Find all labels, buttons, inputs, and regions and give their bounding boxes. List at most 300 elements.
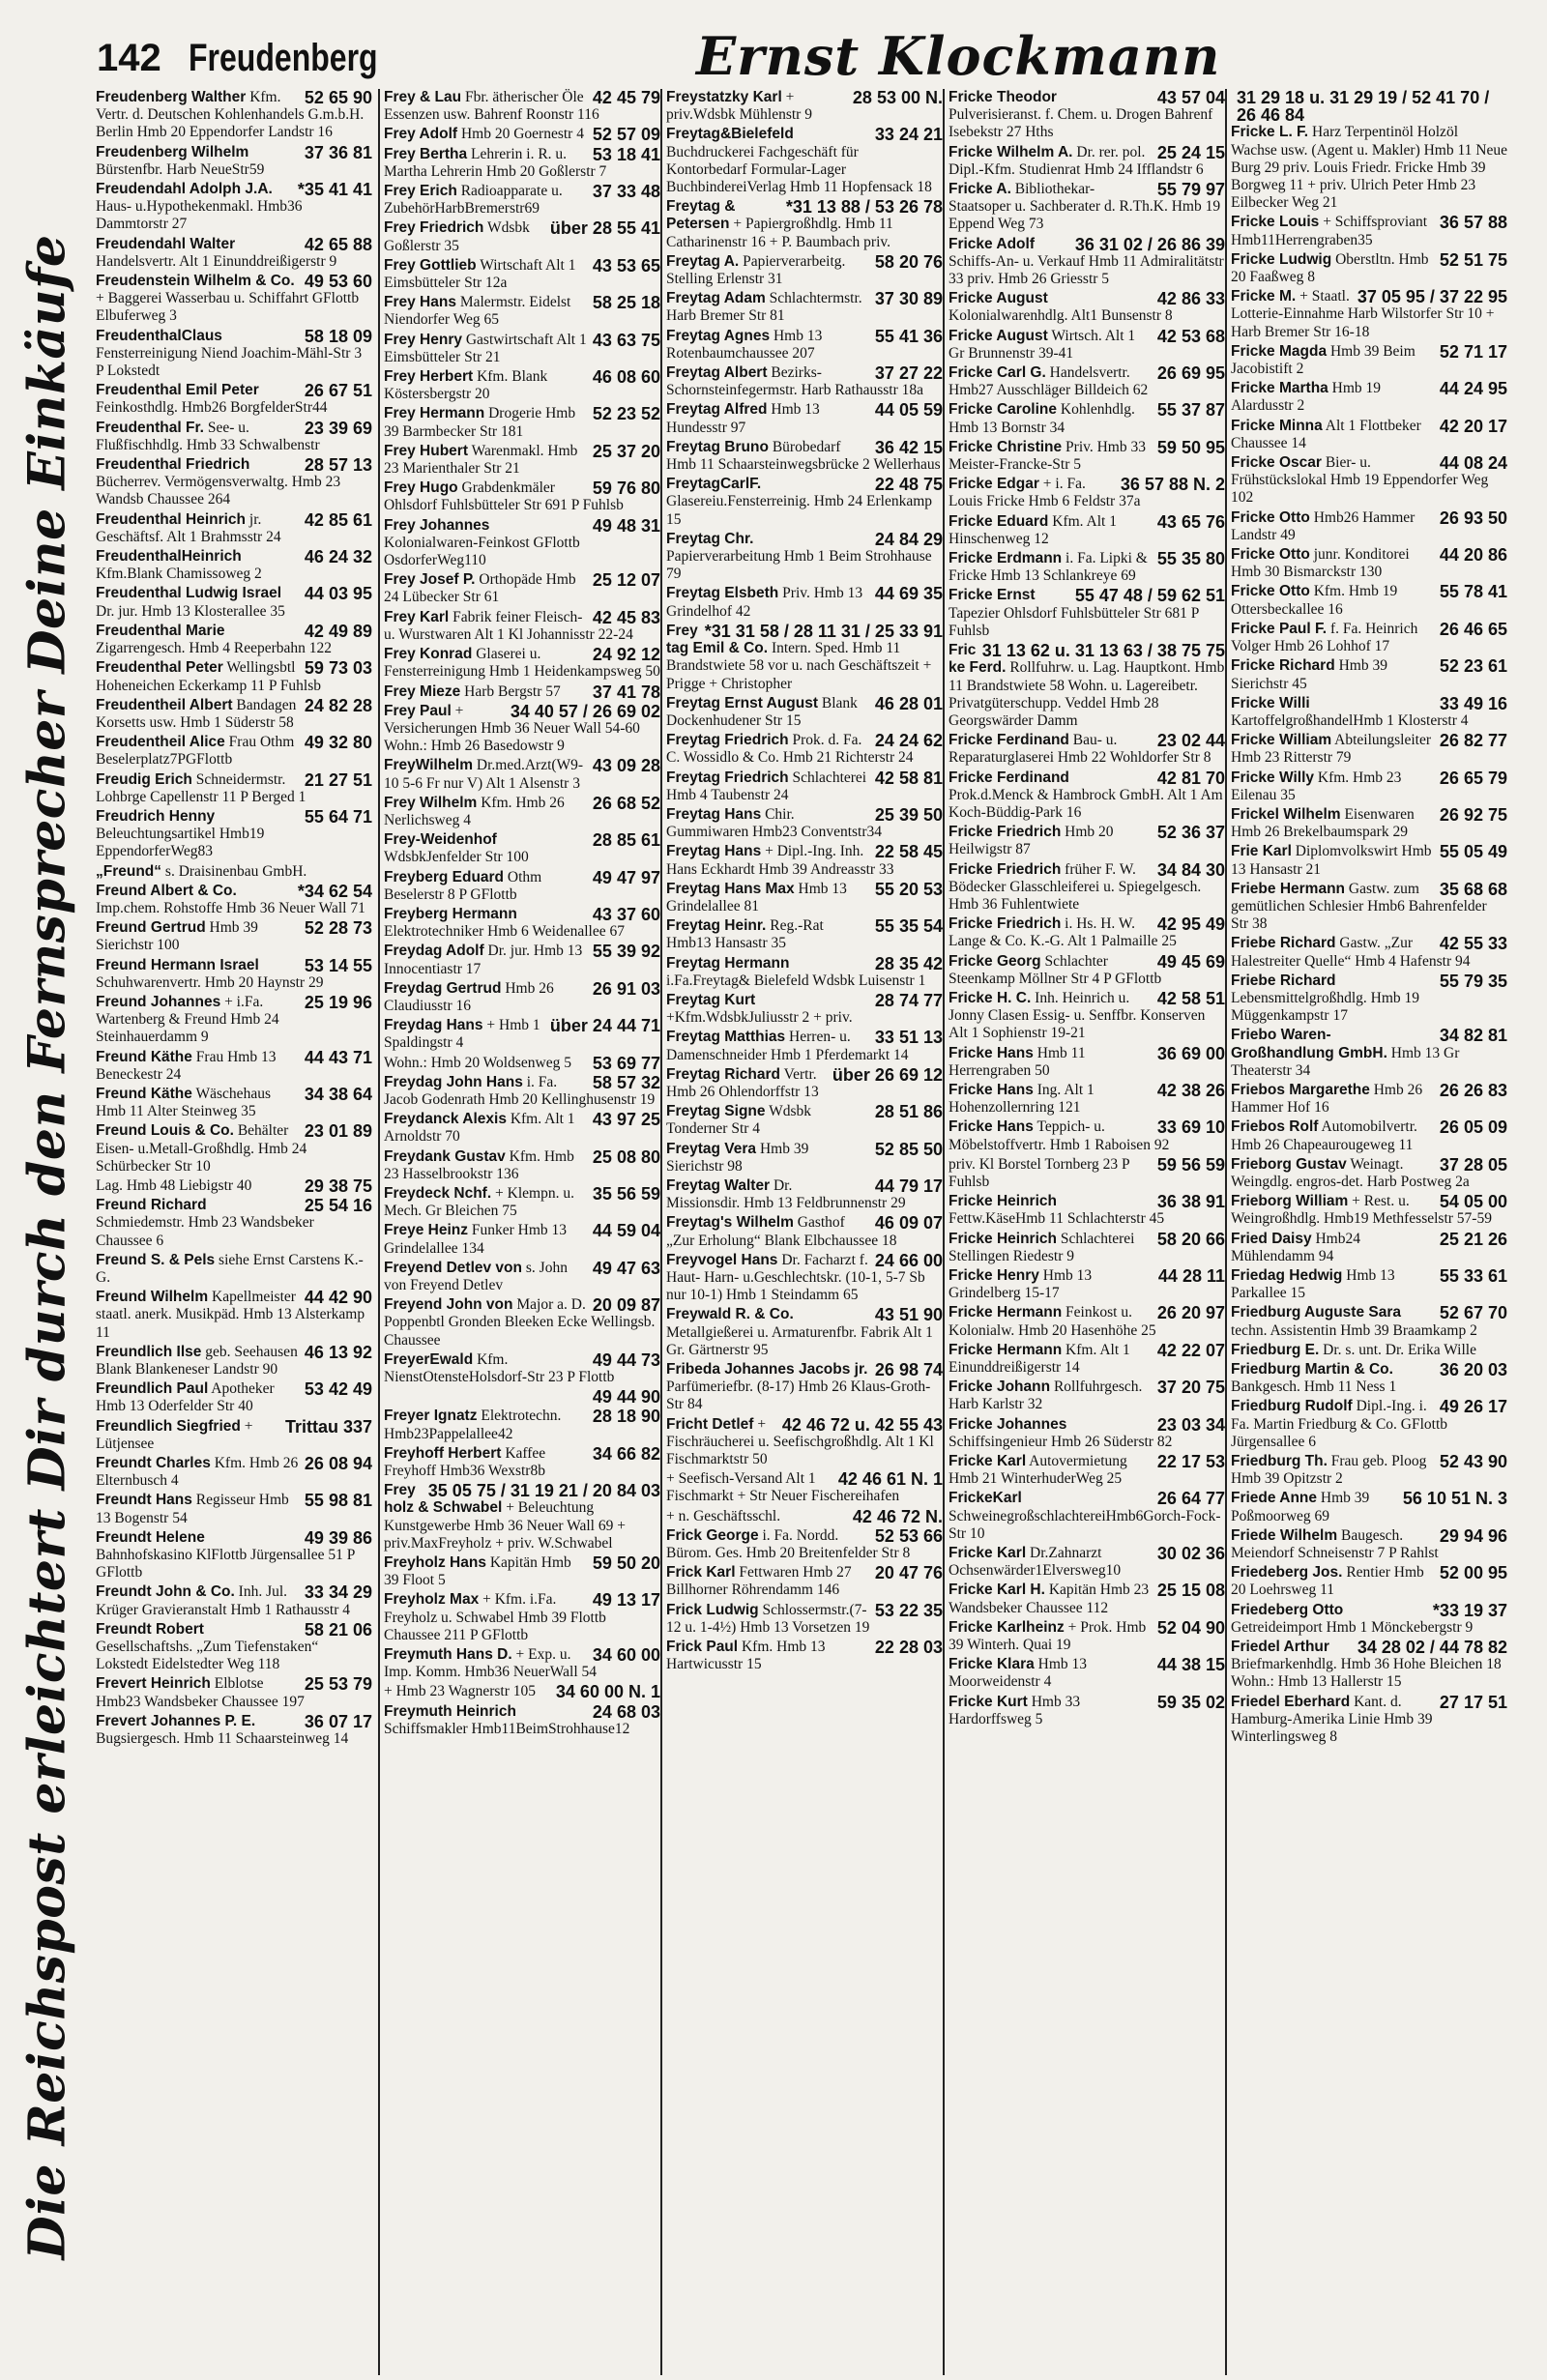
entry-details: + Versicherungen Hmb 36 Neuer Wall 54-60 Wohn.: Hmb 26 Basedowstr 9 <box>384 702 640 755</box>
directory-entry <box>949 1582 1225 1616</box>
entry-phone: 26 67 51 <box>304 381 372 401</box>
directory-entry <box>384 1296 660 1350</box>
directory-entry <box>666 1470 943 1505</box>
entry-name: Fricke Friedrich <box>949 915 1062 933</box>
entry-details: Kapitän Hmb 23 Wandsbeker Chaussee 112 <box>949 1582 1150 1616</box>
entry-phone: 42 20 17 <box>1439 416 1507 436</box>
entry-details: + Prok. Hmb 39 Winterh. Quai 19 <box>949 1618 1147 1654</box>
entry-phone: 49 48 31 <box>592 515 660 536</box>
entry-details: Gesellschaftshs. „Zum Tiefenstaken“ Lokstedt Eidelstedter Weg 118 <box>96 1639 319 1673</box>
directory-entry <box>949 1082 1225 1117</box>
entry-phone: 37 30 89 <box>874 289 943 309</box>
directory-entry <box>96 1418 372 1453</box>
entry-details: Hmb 19 Alardusstr 2 <box>1231 380 1382 415</box>
directory-entry <box>666 328 943 363</box>
entry-name: Frie Karl <box>1231 843 1292 860</box>
entry-details: Wirtsch. Alt 1 Gr Brunnenstr 39-41 <box>949 327 1136 362</box>
entry-name: Fricke A. <box>949 181 1011 198</box>
entry-phone: 34 38 64 <box>304 1084 372 1104</box>
entry-name: Frey Hugo <box>384 479 458 497</box>
entry-name: Fricke August <box>949 290 1048 307</box>
entry-name: Fricke Ferd. <box>949 642 1007 677</box>
entry-phone: 36 20 03 <box>1439 1360 1507 1380</box>
entry-name: Freydag Hans <box>384 1017 483 1034</box>
directory-entry <box>949 732 1225 767</box>
entry-name: Frey Adolf <box>384 126 458 143</box>
entry-details: Radioapparate u. ZubehörHarbBremerstr69 <box>384 183 563 218</box>
entry-phone: 55 79 35 <box>1439 971 1507 991</box>
entry-phone: 35 56 59 <box>592 1183 660 1204</box>
directory-entry <box>96 863 372 881</box>
directory-entry <box>666 585 943 620</box>
entry-name: Friede Anne <box>1231 1490 1317 1507</box>
entry-phone: über 26 69 12 <box>832 1064 943 1085</box>
directory-entry <box>949 1656 1225 1691</box>
directory-entry <box>96 623 372 657</box>
entry-details: + Seefisch-Versand Alt 1 Fischmarkt + Str Neuer Fischereihafen <box>666 1470 900 1505</box>
directory-entry <box>666 843 943 878</box>
directory-entry <box>384 1111 660 1146</box>
entry-details: Papierverarbeitg. Stelling Erlenstr 31 <box>666 252 846 288</box>
entry-name: Frey Hermann <box>384 405 485 422</box>
directory-entry <box>666 695 943 730</box>
entry-details: Hmb 13 Hundesstr 97 <box>666 401 820 436</box>
directory-entry <box>384 1388 660 1406</box>
entry-name: Friebe Richard <box>1231 972 1336 989</box>
entry-phone: 23 01 89 <box>304 1121 372 1142</box>
entry-name: Frick George <box>666 1526 759 1544</box>
entry-phone: 33 51 13 <box>874 1028 943 1048</box>
entry-details: Glasereiu.Fensterreinig. Hmb 24 Erlenkamp 15 <box>666 493 933 528</box>
directory-entry <box>96 1122 372 1175</box>
entry-phone: 55 78 41 <box>1439 582 1507 602</box>
directory-entry <box>1231 288 1507 341</box>
entry-phone: 36 42 15 <box>874 437 943 457</box>
entry-details: Rentier Hmb 20 Loehrsweg 11 <box>1231 1564 1424 1599</box>
entry-details: Schneidermstr. Lohbrge Capellenstr 11 P Berged 1 <box>96 770 306 805</box>
directory-entry <box>949 1694 1225 1728</box>
entry-details: Hmb 20 Heilwigstr 87 <box>949 824 1114 858</box>
entry-details: Kfm. Hmb 23 Hasselbrookstr 136 <box>384 1147 574 1182</box>
entry-details: Bürobedarf Hmb 11 Schaarsteinwegsbrücke 2 Wellerhaus <box>666 438 941 474</box>
entry-details: Getreideimport Hmb 1 Mönckebergstr 9 <box>1231 1618 1474 1636</box>
directory-entry <box>949 144 1225 179</box>
entry-details: Dr.Zahnarzt Ochsenwärder1Elversweg10 <box>949 1545 1122 1580</box>
entry-name: Fricke Karl <box>949 1453 1027 1470</box>
entry-details: Bandagen Korsetts usw. Hmb 1 Süderstr 58 <box>96 696 297 731</box>
column-divider <box>378 89 380 2375</box>
entry-details: + i.Fa. Wartenberg & Freund Hmb 24 Steinhauerdamm 9 <box>96 993 279 1046</box>
directory-entry <box>1231 769 1507 804</box>
entry-details: Haus- u.Hypothekenmakl. Hmb36 Dammtorstr 27 <box>96 198 303 233</box>
entry-phone: 58 20 66 <box>1156 1229 1225 1249</box>
directory-entry <box>1231 732 1507 767</box>
entry-details: Parfümeriefbr. (8-17) Hmb 26 Klaus-Groth-Str 84 <box>666 1379 931 1413</box>
directory-entry <box>96 89 372 142</box>
entry-phone: 49 32 80 <box>304 733 372 753</box>
entry-name: Friedeberg Otto <box>1231 1601 1344 1618</box>
directory-entry <box>1231 1639 1507 1692</box>
directory-entry <box>384 609 660 644</box>
entry-name: Fricke H. C. <box>949 989 1032 1006</box>
entry-phone: 22 58 45 <box>874 842 943 862</box>
entry-name: Freund Käthe <box>96 1085 192 1102</box>
entry-name: Freytag Matthias <box>666 1029 786 1046</box>
directory-entry <box>949 236 1225 289</box>
entry-details: Kaffee Freyhoff Hmb36 Wexstr8b <box>384 1444 546 1480</box>
entry-name: Fricke Hans <box>949 1081 1034 1098</box>
entry-phone: 33 69 10 <box>1156 1117 1225 1138</box>
entry-name: Freundt Robert <box>96 1620 204 1638</box>
entry-details: Gastwirtschaft Alt 1 Eimsbütteler Str 21 <box>384 331 587 365</box>
entry-phone: 44 79 17 <box>874 1175 943 1196</box>
entry-phone: 33 24 21 <box>874 125 943 145</box>
entry-details: Hmb 11 Herrengraben 50 <box>949 1044 1086 1079</box>
sidebar-slogan-text: Die Reichspost erleichtert Dir durch den Fernsprecher Deine Einkäufe <box>17 234 77 2260</box>
entry-name: Freytag Ernst August <box>666 694 819 711</box>
entry-details: Elektrotechn. Hmb23Pappelallee42 <box>384 1408 562 1442</box>
directory-entry <box>666 1602 943 1637</box>
directory-entry <box>949 181 1225 234</box>
entry-details: + Dipl.-Ing. Inh. Hans Eckhardt Hmb 39 Andreasstr 33 <box>666 843 894 878</box>
directory-entry <box>384 683 660 701</box>
entry-phone: 59 56 59 <box>1156 1154 1225 1175</box>
entry-phone: 22 48 75 <box>874 475 943 495</box>
entry-phone: 25 19 96 <box>304 992 372 1012</box>
entry-name: Frey & Lau <box>384 89 462 105</box>
directory-entry <box>666 1639 943 1673</box>
directory-entry <box>96 181 372 234</box>
entry-phone: 26 46 65 <box>1439 619 1507 639</box>
entry-name: Freundt John & Co. <box>96 1583 235 1601</box>
entry-phone: 52 36 37 <box>1156 823 1225 843</box>
entry-details: Feinkost u. Kolonialw. Hmb 20 Hasenhöhe 25 <box>949 1304 1156 1339</box>
directory-entry <box>384 795 660 829</box>
entry-details: Baugesch. Meiendorf Schneisenstr 7 P Rahlst <box>1231 1526 1439 1562</box>
entry-name: Friedburg Martin & Co. <box>1231 1361 1393 1379</box>
entry-name: Frick Paul <box>666 1639 739 1656</box>
entry-name: Freudenthal Friedrich <box>96 456 250 474</box>
entry-details: Frau geb. Ploog Hmb 39 Opitzstr 2 <box>1231 1453 1427 1488</box>
entry-name: Fricke Otto <box>1231 508 1310 526</box>
entry-phone: 44 59 04 <box>592 1221 660 1241</box>
entry-phone: 43 57 04 <box>1156 89 1225 107</box>
entry-phone: 44 03 95 <box>304 584 372 604</box>
entry-name: Freytag Signe <box>666 1103 766 1120</box>
directory-entry <box>666 364 943 399</box>
entry-phone: 24 84 29 <box>874 529 943 549</box>
entry-phone: 25 08 80 <box>592 1146 660 1167</box>
directory-entry <box>949 328 1225 363</box>
entry-details: Fabrik feiner Fleisch- u. Wurstwaren Alt 1 Kl Johannisstr 22-24 <box>384 608 633 643</box>
directory-entry <box>666 955 943 990</box>
entry-phone: Trittau 337 <box>284 1416 372 1437</box>
directory-entry <box>384 1260 660 1294</box>
entry-details: i. Fa. Lipki & Fricke Hmb 13 Schlankreye 69 <box>949 550 1148 585</box>
directory-entry <box>1231 1564 1507 1599</box>
directory-entry <box>666 253 943 288</box>
entry-details: Kfm. Alt 1 Hinschenweg 12 <box>949 512 1117 547</box>
entry-details: Inh. Jul. Krüger Gravieranstalt Hmb 1 Rathausstr 4 <box>96 1583 351 1618</box>
entry-phone: 52 53 66 <box>874 1525 943 1546</box>
entry-name: Frick Karl <box>666 1564 736 1582</box>
entry-details: Harz Terpentinöl Holzöl Wachse usw. (Agent u. Makler) Hmb 11 Neue Burg 29 priv. Louis Friedr. Fricke Hmb 39 Borgweg 11 + priv. Ulrich Peter Hmb 23 Eilbecker Weg 21 <box>1231 124 1507 212</box>
entry-phone: 44 20 86 <box>1439 545 1507 566</box>
entry-phone: 24 92 12 <box>592 645 660 665</box>
directory-entry <box>1231 1231 1507 1265</box>
entry-name: Freydag Gertrud <box>384 979 502 997</box>
entry-name: Freydag Adolf <box>384 943 484 960</box>
entry-phone: 36 07 17 <box>304 1711 372 1731</box>
entry-details: + Staatl. Lotterie-Einnahme Harb Wilstorfer Str 10 + Harb Bremer Str 16-18 <box>1231 288 1495 340</box>
entry-name: Freye Heinz <box>384 1222 469 1239</box>
entry-phone: 34 28 02 / 44 78 82 <box>1357 1638 1507 1658</box>
entry-phone: 46 13 92 <box>304 1342 372 1362</box>
directory-entry <box>1231 583 1507 618</box>
entry-name: Freytag Agnes <box>666 327 771 344</box>
entry-name: Freyholz & Schwabel <box>384 1482 503 1517</box>
entry-name: Frick Ludwig <box>666 1601 759 1618</box>
entry-phone: 34 60 00 <box>592 1645 660 1666</box>
directory-entry <box>384 146 660 181</box>
directory-entry <box>949 1545 1225 1580</box>
entry-name: Fricke Hans <box>949 1118 1034 1136</box>
directory-entry <box>949 476 1225 510</box>
directory-entry <box>96 1621 372 1674</box>
entry-details: Autovermietung Hmb 21 WinterhuderWeg 25 <box>949 1453 1127 1488</box>
entry-name: Friedburg Auguste Sara <box>1231 1304 1401 1321</box>
entry-phone: 53 69 77 <box>592 1053 660 1073</box>
entry-name: Freund Käthe <box>96 1048 192 1065</box>
entry-name: Freytag's Wilhelm <box>666 1214 794 1232</box>
entry-name: Freund Albert & Co. <box>96 882 237 899</box>
entry-phone: 44 28 11 <box>1157 1266 1225 1286</box>
directory-entry <box>666 881 943 915</box>
entry-details: Harb Bergstr 57 <box>464 682 561 700</box>
entry-details: Automobilvertr. Hmb 26 Chapeaurougeweg 11 <box>1231 1118 1417 1153</box>
entry-details: Imp.chem. Rohstoffe Hmb 36 Neuer Wall 71 <box>96 899 365 916</box>
entry-phone: 46 09 07 <box>874 1213 943 1234</box>
entry-phone: 42 65 88 <box>304 234 372 254</box>
sidebar-slogan <box>4 135 91 2359</box>
entry-name: Freytag & Petersen <box>666 198 736 233</box>
entry-phone: 34 82 81 <box>1439 1026 1507 1046</box>
entry-details: + Hmb 23 Wagnerstr 105 <box>384 1683 537 1700</box>
entry-name: Fricke Caroline <box>949 401 1057 419</box>
directory-entry <box>96 420 372 454</box>
entry-name: Frey Konrad <box>384 646 473 663</box>
entry-details: Schiffsmakler Hmb11BeimStrohhause12 <box>384 1720 630 1737</box>
entry-details: Hmb 39 Poßmoorweg 69 <box>1231 1490 1370 1524</box>
entry-name: Fricke Heinrich <box>949 1230 1057 1247</box>
entry-phone: 24 68 03 <box>592 1701 660 1722</box>
entry-name: Friedeberg Jos. <box>1231 1564 1343 1582</box>
entry-details: Oberstltn. Hmb 20 Faaßweg 8 <box>1231 250 1429 286</box>
entry-details: Handelsvertr. Alt 1 Einunddreißigerstr 9 <box>96 252 337 270</box>
entry-phone: 49 47 63 <box>592 1258 660 1278</box>
entry-details: + Hmb 1 Spaldingstr 4 <box>384 1017 540 1052</box>
entry-phone: 37 36 81 <box>304 142 372 162</box>
entry-name: Fricke Eduard <box>949 512 1049 530</box>
column-divider <box>943 89 945 2375</box>
entry-name: Fricke Richard <box>1231 657 1335 675</box>
entry-name: FreyerEwald <box>384 1350 474 1368</box>
entry-name: Fricke Otto <box>1231 583 1310 600</box>
entry-phone: 28 57 13 <box>304 455 372 476</box>
entry-name: Freytag Walter <box>666 1176 771 1194</box>
entry-phone: 49 53 60 <box>304 272 372 292</box>
entry-phone: 52 67 70 <box>1439 1303 1507 1323</box>
entry-name: Freund Hermann Israel <box>96 956 259 973</box>
entry-details: Dr. jur. Hmb 13 Innocentiastr 17 <box>384 943 583 977</box>
directory-entry <box>384 1408 660 1442</box>
entry-phone: 37 41 78 <box>592 682 660 702</box>
directory-entry <box>384 294 660 329</box>
directory-entry <box>1231 1304 1507 1339</box>
entry-phone: 52 71 17 <box>1439 341 1507 362</box>
column-3 <box>662 89 947 2375</box>
entry-phone: 31 29 18 u. 31 29 19 / 52 41 70 / 26 46 84 <box>1237 89 1490 126</box>
entry-phone: 22 17 53 <box>1156 1452 1225 1472</box>
entry-details: Hmb 39 Beim Jacobistift 2 <box>1231 342 1416 378</box>
entry-details: Dr. jur. Hmb 13 Klosterallee 35 <box>96 602 285 620</box>
directory-entry <box>666 1066 943 1101</box>
entry-details: früher F. W. Bödecker Glasschleiferei u. Spiegelgesch. Hmb 36 Fuhlentwiete <box>949 860 1202 913</box>
entry-name: Frey Hans <box>384 294 456 311</box>
entry-phone: 55 33 61 <box>1439 1266 1507 1286</box>
entry-details: Lag. Hmb 48 Liebigstr 40 <box>96 1176 252 1194</box>
entry-name: Frey Friedrich <box>384 219 484 237</box>
entry-name: Freymuth Heinrich <box>384 1702 516 1720</box>
entry-phone: 37 33 48 <box>592 182 660 202</box>
directory-entry <box>1231 657 1507 692</box>
directory-entry <box>96 144 372 179</box>
entry-details: Hmb 39 Sierichstr 100 <box>96 919 258 954</box>
entry-name: Freyer Ignatz <box>384 1408 478 1425</box>
entry-phone: 49 44 90 <box>592 1387 660 1408</box>
directory-entry <box>384 443 660 478</box>
entry-name: Freyend Detlev von <box>384 1259 522 1276</box>
directory-entry <box>96 1675 372 1710</box>
entry-details: Regisseur Hmb 13 Bogenstr 54 <box>96 1492 289 1526</box>
entry-name: Fricke Erdmann <box>949 550 1063 567</box>
entry-phone: 43 63 75 <box>592 330 660 350</box>
entry-phone: 44 42 90 <box>304 1288 372 1308</box>
entry-details: Feinkosthdlg. Hmb26 BorgfelderStr44 <box>96 399 328 417</box>
entry-details: Bier- u. Frühstückslokal Hmb 19 Eppendorfer Weg 102 <box>1231 454 1489 507</box>
entry-details: Kfm. Alt 1 Arnoldstr 70 <box>384 1111 575 1146</box>
entry-phone: 52 28 73 <box>304 918 372 939</box>
running-head: Freudenberg <box>189 37 378 79</box>
entry-details: Prok.d.Menck & Hambrock GmbH. Alt 1 Am Koch-Büddig-Park 16 <box>949 786 1223 821</box>
entry-phone: 25 54 16 <box>304 1196 372 1216</box>
directory-entry <box>949 89 1225 142</box>
entry-phone: 42 45 79 <box>592 89 660 107</box>
entry-details: Othm Beselerstr 8 P GFlottb <box>384 868 542 903</box>
entry-name: Freudendahl Walter <box>96 235 236 252</box>
directory-entry <box>96 919 372 954</box>
directory-entry <box>384 368 660 403</box>
directory-entry <box>949 861 1225 914</box>
entry-name: Frey Paul <box>384 702 452 719</box>
entry-details: Papierverarbeitung Hmb 1 Beim Strohhause 79 <box>666 548 932 583</box>
entry-name: Freytag&Bielefeld <box>666 126 794 143</box>
directory-entry <box>384 1554 660 1589</box>
entry-details: Bibliothekar-Staatsoper u. Sachberater d. R.Th.K. Hmb 19 Eppend Weg 73 <box>949 181 1221 233</box>
directory-entry <box>96 273 372 326</box>
entry-name: Fricke Magda <box>1231 342 1328 360</box>
entry-details: Teppich- u. Möbelstoffvertr. Hmb 1 Raboisen 92 <box>949 1118 1170 1153</box>
entry-phone: 25 37 20 <box>592 441 660 461</box>
columns-container <box>92 89 1523 2375</box>
entry-name: Fricke Theodor <box>949 89 1057 105</box>
entry-name: Friedel Eberhard <box>1231 1693 1351 1710</box>
entry-name: Freytag Chr. <box>666 530 754 547</box>
entry-details: Buchdruckerei Fachgeschäft für Kontorbedarf Formular-Lager BuchbindereiVerlag Hmb 11 Hopfensack 18 <box>666 143 932 196</box>
entry-phone: 25 12 07 <box>592 570 660 591</box>
directory-entry <box>949 1118 1225 1153</box>
directory-entry <box>384 1703 660 1738</box>
directory-entry <box>1231 214 1507 248</box>
entry-phone: über 28 55 41 <box>549 218 660 239</box>
entry-phone: 29 38 75 <box>304 1175 372 1196</box>
directory-entry <box>666 1564 943 1599</box>
directory-entry <box>1231 251 1507 286</box>
entry-phone: 55 37 87 <box>1156 400 1225 421</box>
entry-details: Hmb 26 Claudiusstr 16 <box>384 979 554 1014</box>
directory-entry <box>1231 621 1507 655</box>
entry-phone: 52 43 90 <box>1439 1452 1507 1472</box>
entry-name: Frey Herbert <box>384 368 474 386</box>
directory-entry <box>1231 1527 1507 1562</box>
entry-phone: 34 60 00 N. 1 <box>555 1682 660 1702</box>
directory-entry <box>666 476 943 529</box>
entry-details: s. John von Freyend Detlev <box>384 1259 568 1293</box>
directory-entry <box>1231 1490 1507 1524</box>
entry-details: Bugsiergesch. Hmb 11 Schaarsteinweg 14 <box>96 1730 349 1748</box>
entry-details: Major a. D. Poppenbtl Gronden Bleeken Ecke Wellingsb. Chaussee <box>384 1296 656 1349</box>
entry-details: Weinagt. Weingdlg. engros-det. Harb Postweg 2a <box>1231 1155 1470 1190</box>
entry-phone: 26 93 50 <box>1439 508 1507 528</box>
directory-entry <box>96 1344 372 1379</box>
directory-entry <box>96 1049 372 1084</box>
entry-details: + Klempn. u. Mech. Gr Bleichen 75 <box>384 1184 574 1220</box>
entry-details: Gastw. zum gemütlichen Schlesier Hmb6 Bahrenfelder Str 38 <box>1231 880 1487 933</box>
entry-details: + n. Geschäftsschl. <box>666 1507 781 1524</box>
entry-phone: 42 55 33 <box>1439 934 1507 954</box>
entry-phone: 52 04 90 <box>1156 1617 1225 1638</box>
directory-entry <box>96 1252 372 1287</box>
directory-entry <box>1231 1082 1507 1117</box>
entry-details: Dr. Facharzt f. Haut- Harn- u.Geschlechtskr. (10-1, 5-7 Sb nur 10-1) Hmb 1 Steindamm 65 <box>666 1251 925 1304</box>
directory-entry <box>666 1141 943 1175</box>
entry-name: Freymuth Hans D. <box>384 1646 512 1664</box>
entry-name: Fricke Minna <box>1231 417 1323 434</box>
directory-entry <box>384 405 660 440</box>
entry-details: Orthopäde Hmb 24 Lübecker Str 61 <box>384 571 576 606</box>
directory-entry <box>384 1222 660 1257</box>
entry-details: Malermstr. Eidelst Niendorfer Weg 65 <box>384 294 571 329</box>
entry-phone: über 24 44 71 <box>549 1016 660 1036</box>
directory-entry <box>949 1416 1225 1451</box>
entry-details: Dr. s. unt. Dr. Erika Wille <box>1323 1341 1476 1358</box>
directory-entry <box>666 1416 943 1469</box>
directory-entry <box>96 511 372 546</box>
entry-phone: 36 31 02 / 26 86 39 <box>1074 234 1225 254</box>
directory-entry <box>1231 1267 1507 1302</box>
entry-details: Dipl.-Ing. i. Fa. Martin Friedburg & Co. GFlottb Jürgensallee 6 <box>1231 1398 1448 1450</box>
entry-phone: 28 53 00 N. <box>852 89 943 107</box>
